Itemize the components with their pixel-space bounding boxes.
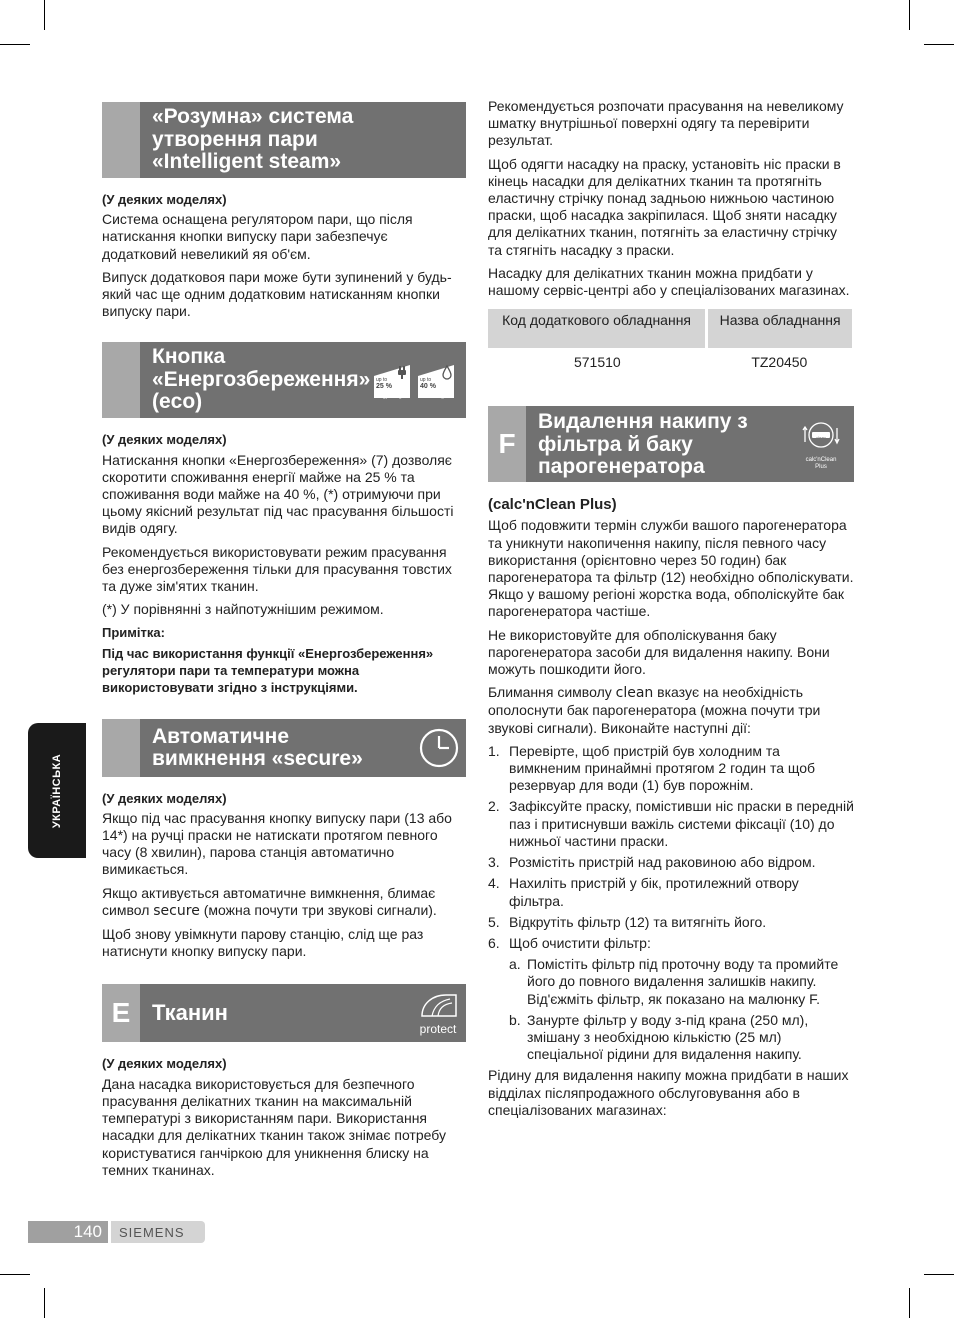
models-note: (У деяких моделях)	[102, 1056, 227, 1072]
table-cell: 571510	[573, 354, 621, 371]
protect-label: protect	[419, 1022, 457, 1037]
title-line: «Енергозбереження»	[152, 367, 371, 391]
section-title	[526, 406, 796, 482]
note-label: Примітка:	[102, 625, 165, 641]
text: Якщо активується автоматичне вимкнення, блимає символ	[102, 884, 436, 918]
crop-mark	[44, 0, 45, 30]
eco-icons	[372, 362, 462, 400]
water-saving-icon	[416, 362, 456, 400]
section-subtitle: (calc'nClean Plus)	[488, 496, 617, 514]
paragraph: Рекомендується розпочати прасування на невеликому шматку внутрішньої поверхні одягу та перевірити результат.	[488, 98, 844, 149]
left-column	[102, 102, 466, 1185]
paragraph: Щоб знову увімкнути парову станцію, слід ще раз натиснути кнопку випуску пари.	[102, 926, 424, 960]
table-cell: TZ20450	[751, 354, 808, 371]
paragraph: Не використовуйте для обполіскування баку парогенератора засоби для видалення накипу. Вони можуть пошкодити його.	[488, 626, 830, 678]
list-item: 5. Відкрутіть фільтр (12) та витягніть його.	[488, 913, 767, 930]
crop-mark	[0, 44, 30, 45]
paragraph	[488, 684, 854, 737]
brand-name: SIEMENS	[111, 1221, 205, 1243]
list-item: 3. Розмістіть пристрій над раковиною або відром.	[488, 854, 816, 871]
table-header-row	[488, 309, 852, 348]
list-item: b. Занурте фільтр у воду з-під крана (250 мл), змішану з необхідною кількістю (25 мл) спеціальної рідини для видалення накипу.	[509, 1011, 809, 1063]
paragraph: Натискання кнопки «Енергозбереження» (7) дозволяє скоротити споживання енергії майже на 25 % та споживання води майже на 40 %, (*) отримуючи при цьому якісний результат під час прасування більшості видів одягу.	[102, 451, 454, 537]
table-row	[488, 348, 852, 376]
column-header: Код додаткового обладнання	[488, 309, 707, 348]
section-header-tab	[102, 102, 140, 178]
page-footer	[28, 1221, 205, 1243]
list-item: 4. Нахиліть пристрій у бік, протилежний отвору фільтра.	[488, 875, 799, 909]
secure-symbol: secure	[153, 902, 200, 919]
title-line: вимкнення «secure»	[152, 747, 363, 771]
title-line: Видалення накипу з	[538, 410, 748, 434]
title-line: утворення пари	[152, 127, 318, 151]
section-header-secure	[102, 719, 466, 777]
right-column	[488, 98, 854, 1125]
crop-mark	[0, 1274, 30, 1275]
crop-mark	[924, 44, 954, 45]
title-line: «Intelligent steam»	[152, 150, 342, 173]
title-line: фільтра й баку	[538, 432, 693, 456]
section-header-eco	[102, 342, 466, 418]
title-line: «Розумна» система	[152, 105, 354, 128]
text: (можна почути три звукові сигнали).	[199, 901, 437, 918]
paragraph: Рідину для видалення накипу можна придбати в наших відділах післяпродажного обслуговування або в спеціалізованих магазинах:	[488, 1067, 849, 1118]
title-line: Автоматичне	[152, 724, 290, 748]
paragraph: Щоб одягти насадку на праску, установіть ніс праски в кінець насадки для делікатних тканин та протягніть еластичну стрічку понад задньою нижньою частиною праски, щоб насадка закріпилася. Щоб зняти насадку для делікатних тканин, потягніть за еластичну стрічку та стягніть насадку з праски.	[488, 155, 841, 258]
section-letter: F	[488, 406, 526, 482]
title-line: Кнопка	[152, 345, 226, 369]
models-note: (У деяких моделях)	[102, 432, 227, 448]
crop-mark	[44, 1288, 45, 1318]
icon-caption: up to	[420, 377, 432, 384]
section-title	[140, 719, 418, 777]
crop-mark	[924, 1274, 954, 1275]
models-note: (У деяких моделях)	[102, 790, 227, 806]
language-side-tab	[28, 723, 86, 858]
crop-mark	[909, 1288, 910, 1318]
calc-n-clean-icon	[796, 406, 854, 482]
icon-value: 25 %	[376, 383, 392, 391]
protect-icon	[416, 984, 466, 1042]
icon-caption: up to	[376, 377, 388, 384]
section-header-tab	[102, 342, 140, 418]
section-header-intelligent-steam	[102, 102, 466, 178]
models-note: (У деяких моделях)	[102, 192, 227, 207]
list-item: 2. Зафіксуйте праску, помістивши ніс праски в передній паз і притиснувши важіль системи фіксації (10) до нижньої частини праски.	[488, 798, 854, 849]
descale-steps	[488, 743, 854, 952]
list-item: 1. Перевірте, щоб пристрій був холодним та вимкненим принаймні протягом 2 годин та щоб резервуар для води (1) був порожнім.	[488, 742, 816, 794]
title-line: парогенератора	[538, 455, 705, 479]
paragraph: Випуск додатковоя пари може бути зупинений у будь-який час ще одним додатковим натисканням кнопки випуску пари.	[102, 268, 452, 320]
paragraph: Система оснащена регулятором пари, що після натискання кнопки випуску пари забезпечує додатковий невеликий яя об'єм.	[102, 211, 413, 262]
language-label: УКРАЇНСЬКА	[51, 753, 64, 828]
title-line: (eco)	[152, 390, 203, 414]
section-title: Тканин	[152, 1000, 228, 1026]
icon-label: waterSaving	[419, 394, 444, 400]
page-number: 140	[28, 1221, 108, 1243]
list-item: 6. Щоб очистити фільтр:	[488, 934, 651, 951]
paragraph	[102, 885, 466, 920]
paragraph: Якщо під час прасування кнопку випуску пари (13 або 14*) на ручці праски не натискати протягом певного часу (8 хвилин), парова станція автоматично вимикається.	[102, 809, 452, 878]
icon-value: 40 %	[420, 383, 436, 391]
section-header-textile	[102, 984, 466, 1042]
clean-symbol: clean	[615, 685, 654, 702]
text: вказує на необхідність ополоснути бак парогенератора (можна почути три звукові сигнали). Виконайте наступні дії:	[488, 684, 821, 736]
clock-icon	[418, 719, 466, 777]
icon-label: energySaving	[374, 394, 402, 400]
energy-saving-icon	[372, 362, 412, 400]
crop-mark	[909, 0, 910, 30]
section-title	[140, 102, 466, 178]
column-header: Назва обладнання	[707, 309, 852, 348]
section-letter: E	[102, 984, 140, 1042]
section-header-tab	[102, 719, 140, 777]
accessory-table	[488, 309, 852, 376]
paragraph: (*) У порівнянні з найпотужнішим режимом.	[102, 601, 384, 618]
paragraph: Щоб подовжити термін служби вашого парогенератора та уникнути накопичення накипу, після певного часу використання (орієнтовно через 50 годин) бак парогенератора та фільтр (12) необхідно обполіскувати. Якщо у вашому регіоні жорстка вода, обполіскуйте бак парогенератора частіше.	[488, 517, 854, 620]
filter-substeps	[488, 956, 854, 1063]
paragraph: Рекомендується використовувати режим прасування без енергозбереження тільки для прасування товстих та дуже зім'ятих тканин.	[102, 543, 452, 595]
text: Блимання символу	[488, 684, 616, 701]
paragraph: Дана насадка використовується для безпечного прасування делікатних тканин на максимальній температурі з використанням пари. Використання насадки для делікатних тканин також знімає потребу користуватися ганчіркою для уникнення блиску на темних тканинах.	[102, 1075, 446, 1178]
section-header-descale	[488, 406, 854, 482]
paragraph: Насадку для делікатних тканин можна придбати у нашому сервіс-центрі або у спеціалізованих магазинах.	[488, 264, 850, 299]
note-text: Під час використання функції «Енергозбереження» регулятори пари та температури можна використовувати згідно з інструкціями.	[102, 645, 434, 695]
calc-n-clean-label: calc'nClean Plus	[805, 456, 837, 470]
list-item: a. Помістіть фільтр під проточну воду та промийте його до повного видалення залишків накипу. Від'єжміть фільтр, як показано на малюнку F.	[509, 956, 839, 1007]
clean-badge: clean	[816, 434, 826, 440]
